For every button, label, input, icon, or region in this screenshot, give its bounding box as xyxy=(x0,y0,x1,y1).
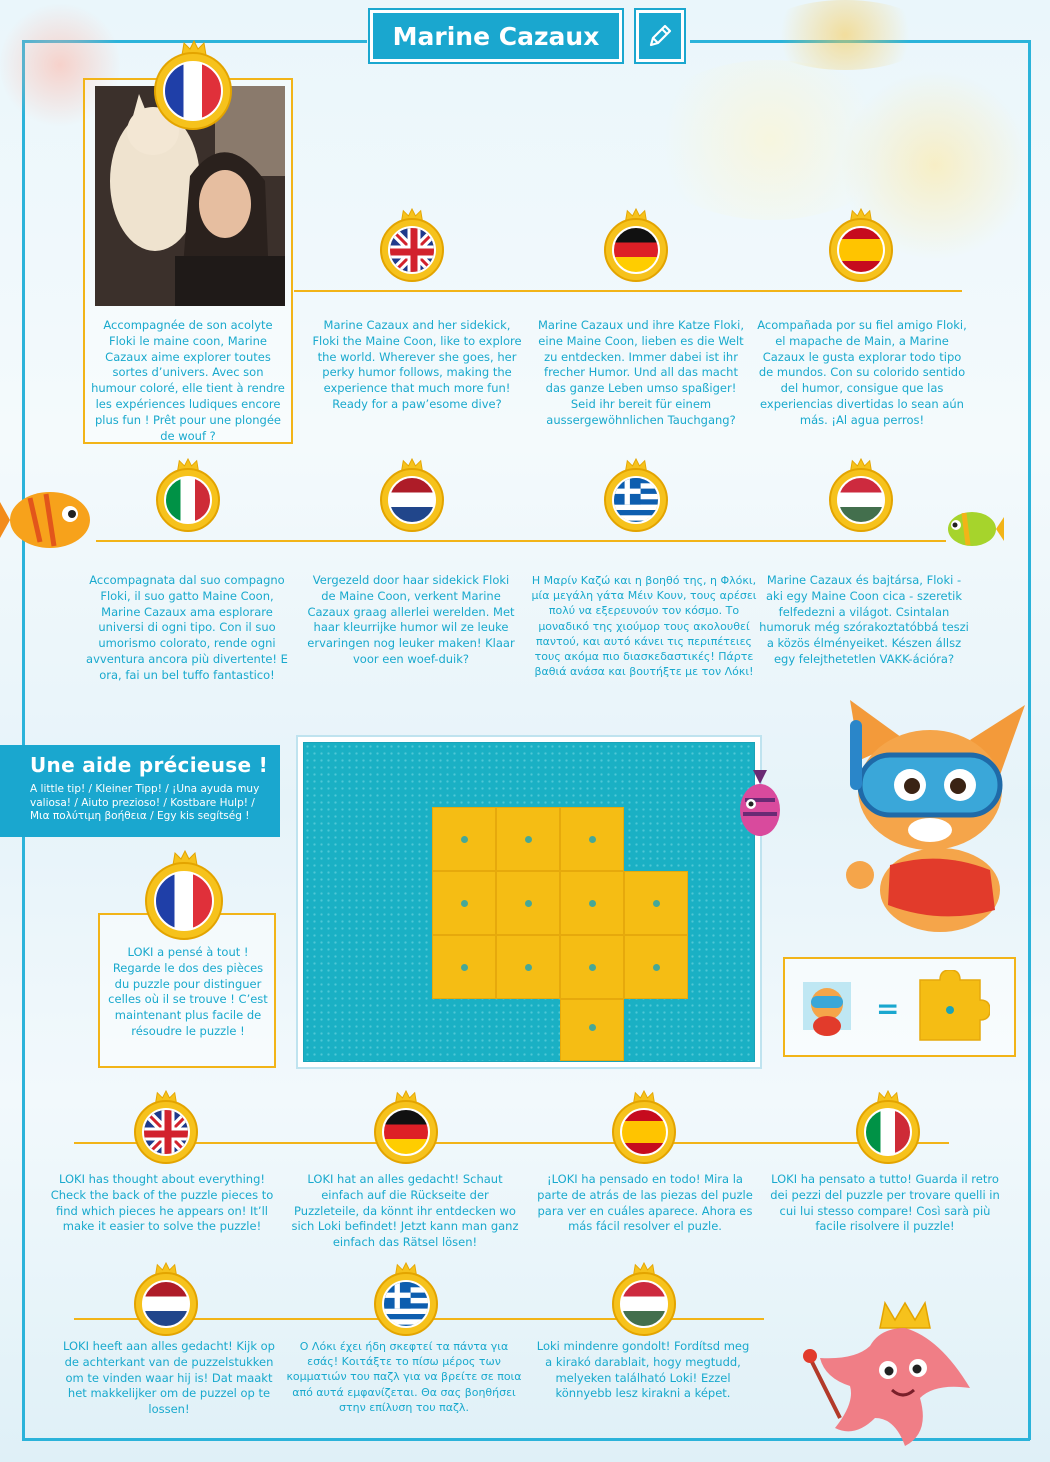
flag-uk-icon xyxy=(142,1108,190,1156)
puzzle-piece xyxy=(432,935,496,999)
pencil-icon xyxy=(646,22,674,50)
flag-es-icon xyxy=(837,226,885,274)
starfish-king-illustration xyxy=(800,1298,990,1448)
flag-hu-icon xyxy=(620,1280,668,1328)
puzzle-piece xyxy=(560,935,624,999)
flag-nl-icon xyxy=(388,476,436,524)
flag-uk-icon xyxy=(388,226,436,274)
frame-line-left xyxy=(22,40,25,1440)
puzzle-piece xyxy=(624,935,688,999)
flag-en-badge xyxy=(134,1090,198,1164)
flag-it-badge xyxy=(156,458,220,532)
loki-puzzle-piece-icon xyxy=(795,972,859,1040)
treasure-decoration xyxy=(760,0,930,70)
bio-hu: Marine Cazaux és bajtársa, Floki - aki egy Maine Coon cica - szeretik felfedezni a világot. Csintalan humoruk még szórakoztatóbbá teszi a közös élményeiket. Készen állsz egy felejthetetlen VAKK-ációra? xyxy=(759,573,969,666)
puzzle-piece xyxy=(432,807,496,871)
flag-es-icon xyxy=(620,1108,668,1156)
tip-subtitle: A little tip! / Kleiner Tipp! / ¡Una ayuda muy valiosa! / Aiuto prezioso! / Kostbare Hulp! / Μια πολύτιμη βοήθεια / Egy kis segítség ! xyxy=(30,783,260,822)
flag-fr-icon xyxy=(163,61,223,121)
flag-it-badge xyxy=(856,1090,920,1164)
flag-hu-icon xyxy=(837,476,885,524)
flag-hu-badge xyxy=(829,458,893,532)
bio-it: Accompagnata dal suo compagno Floki, il suo gatto Maine Coon, Marine Cazaux ama esplorare universi di ogni tipo. Con il suo umorismo colorato, rende ogni avventura ancora più divertente! E ora, fai un bel tuffo fantastico! xyxy=(86,573,288,682)
tip-fr: LOKI a pensé à tout ! Regarde le dos des pièces du puzzle pour distinguer celles où il se trouve ! C’est maintenant plus facile de résoudre le puzzle ! xyxy=(108,945,268,1038)
flag-nl-icon xyxy=(142,1280,190,1328)
bio-nl: Vergezeld door haar sidekick Floki de Maine Coon, verkent Marine Cazaux graag allerlei werelden. Met haar kleurrijke humor wil ze leuke ervaringen nog leuker maken! Klaar voor een woef-duik? xyxy=(307,573,515,666)
flag-de-icon xyxy=(612,226,660,274)
divider-line xyxy=(74,1142,949,1144)
tip-de: LOKI hat an alles gedacht! Schaut einfach auf die Rückseite der Puzzleteile, da könnt ihr entdecken wo sich Loki befindet! Jetzt kann man ganz einfach das Rätsel lösen! xyxy=(291,1172,519,1250)
flag-it-icon xyxy=(164,476,212,524)
divider-line xyxy=(96,540,946,542)
puzzle-piece xyxy=(496,807,560,871)
flag-gr-icon xyxy=(612,476,660,524)
equals-sign: = xyxy=(876,992,900,1025)
edit-button[interactable] xyxy=(636,10,684,62)
flag-it-icon xyxy=(864,1108,912,1156)
flag-de-badge xyxy=(604,208,668,282)
tip-title: Une aide précieuse ! xyxy=(30,753,269,777)
orange-fish-illustration xyxy=(0,480,100,560)
flag-el-badge xyxy=(604,458,668,532)
puzzle-piece xyxy=(432,871,496,935)
tip-el: Ο Λόκι έχει ήδη σκεφτεί τα πάντα για εσάς! Κοιτάξτε το πίσω μέρος των κομματιών του παζλ για να βρείτε σε ποια από αυτά εμφανίζεται. Θα σας βοηθήσει στην επίλυση του παζλ. xyxy=(286,1340,522,1414)
page-title: Marine Cazaux xyxy=(370,10,622,62)
loki-dog-illustration xyxy=(820,700,1030,950)
flag-es-badge xyxy=(612,1090,676,1164)
puzzle-back-board xyxy=(304,743,754,1061)
divider-line xyxy=(294,290,962,292)
puzzle-piece xyxy=(560,999,624,1061)
flag-fr-badge xyxy=(154,40,232,130)
flag-fr-badge xyxy=(145,850,223,940)
flag-fr-icon xyxy=(154,871,214,931)
green-fish-illustration xyxy=(940,505,1004,553)
flag-es-badge xyxy=(829,208,893,282)
bio-fr: Accompagnée de son acolyte Floki le maine coon, Marine Cazaux aime explorer toutes sortes d’univers. Avec son humour coloré, elle tient à rendre les expériences ludiques encore plus fun ! Prêt pour une plongée de wouf ? xyxy=(91,318,285,443)
flag-el-badge xyxy=(374,1262,438,1336)
flag-en-badge xyxy=(380,208,444,282)
bio-el: Η Μαρίν Καζώ και η βοηθό της, η Φλόκι, μία μεγάλη γάτα Μέιν Κουν, τους αρέσει πολύ να εξερευνούν τον κόσμο. Το μοναδικό της χιούμορ τους ακολουθεί παντού, και αυτό κάνει τις περιπέτειες τους ακόμα πιο διασκεδαστικές! Πάρτε βαθιά ανάσα και βουτήξτε με τον Λόκι! xyxy=(531,574,757,679)
puzzle-piece xyxy=(496,935,560,999)
bio-en: Marine Cazaux and her sidekick, Floki the Maine Coon, like to explore the world. Wherever she goes, her perky humor follows, making the experience that much more fun! Ready for a paw’esome dive? xyxy=(312,318,522,411)
tip-en: LOKI has thought about everything! Check the back of the puzzle pieces to find which pieces he appears on! It’ll make it easier to solve the puzzle! xyxy=(50,1172,274,1234)
tip-nl: LOKI heeft aan alles gedacht! Kijk op de achterkant van de puzzelstukken om te vinden waar hij is! Dat maakt het makkelijker om de puzzel op te lossen! xyxy=(63,1339,275,1417)
flag-de-badge xyxy=(374,1090,438,1164)
yellow-puzzle-piece-icon xyxy=(910,970,990,1042)
puzzle-piece xyxy=(624,871,688,935)
tip-it: LOKI ha pensato a tutto! Guarda il retro dei pezzi del puzzle per trovare quelli in cui lui stesso compare! Così sarà più facile risolvere il puzzle! xyxy=(770,1172,1000,1234)
tip-es: ¡LOKI ha pensado en todo! Mira la parte de atrás de las piezas del puzle para ver en cuáles aparece. Ahora es más fácil resolver el puzle. xyxy=(537,1172,753,1234)
bio-de: Marine Cazaux und ihre Katze Floki, eine Maine Coon, lieben es die Welt zu entdecken. Immer dabei ist ihr frecher Humor. Und all das macht das ganze Leben umso spaßiger! Seid ihr bereit für einem aussergewöhnlichen Tauchgang? xyxy=(537,318,745,427)
flag-nl-badge xyxy=(380,458,444,532)
purple-fish-illustration xyxy=(735,770,785,840)
bio-es: Acompañada por su fiel amigo Floki, el mapache de Main, a Marine Cazaux le gusta explorar todo tipo de mundos. Con su colorido sentido del humor, consigue que las experiencias divertidas lo sean aún más. ¡Al agua perros! xyxy=(757,318,967,427)
flag-hu-badge xyxy=(612,1262,676,1336)
puzzle-piece xyxy=(560,871,624,935)
flag-nl-badge xyxy=(134,1262,198,1336)
tip-hu: Loki mindenre gondolt! Fordítsd meg a kirakó darablait, hogy megtudd, melyeken található Loki! Ezzel könnyebb lesz kirakni a képet. xyxy=(536,1339,750,1401)
flag-de-icon xyxy=(382,1108,430,1156)
tip-header xyxy=(0,745,280,837)
puzzle-piece xyxy=(560,807,624,871)
puzzle-piece xyxy=(496,871,560,935)
flag-gr-icon xyxy=(382,1280,430,1328)
